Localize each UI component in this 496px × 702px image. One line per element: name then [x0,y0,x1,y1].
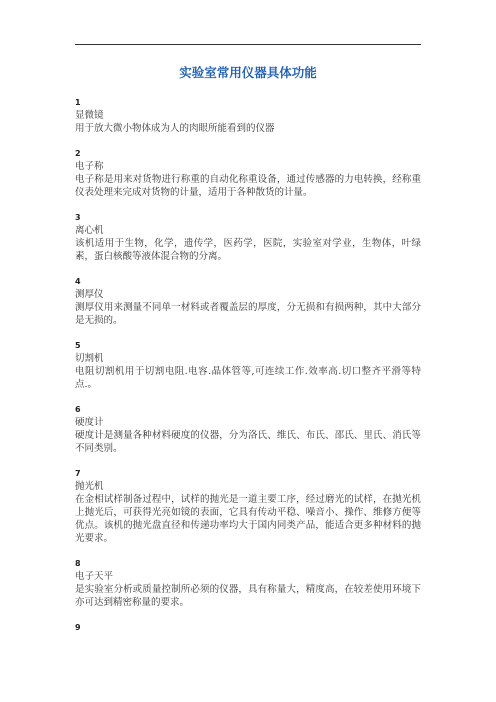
section-instrument-name: 电子称 [75,161,104,172]
section-instrument-name: 切割机 [75,353,104,364]
section-number: 1 [75,98,81,107]
section-item [75,96,421,135]
section-description: 是实验室分析或质量控制所必须的仪器，具有称量大，精度高，在较差使用环境下亦可达到精密称量的要求。 [75,584,421,608]
section-description: 用于放大微小物体成为人的肉眼所能看到的仪器 [75,123,275,134]
sections-list [75,96,421,646]
section-number: 3 [75,213,81,222]
header-rule [75,44,421,45]
section-description: 电阻切割机用于切割电阻.电容.晶体管等,可连续工作.效率高.切口整齐平滑等特点.。 [75,366,421,390]
section-item [75,557,421,609]
section-instrument-name: 显微镜 [75,110,104,121]
section-item [75,211,421,263]
section-instrument-name: 硬度计 [75,417,104,428]
section-number: 5 [75,341,81,350]
section-number: 8 [75,559,81,568]
section-instrument-name: 测厚仪 [75,289,104,300]
section-instrument-name: 电子天平 [75,571,114,582]
section-number: 6 [75,405,81,414]
section-description: 硬度计是测量各种材料硬度的仪器，分为洛氏、维氏、布氏、邵氏、里氏、消氏等不同类别。 [75,430,421,454]
section-number: 4 [75,277,81,286]
section-number: 2 [75,149,81,158]
section-item [75,621,421,634]
section-item [75,403,421,455]
section-description: 测厚仪用来测量不同单一材料或者覆盖层的厚度，分无损和有损两种，其中大部分是无损的。 [75,302,421,326]
section-description: 在金相试样制备过程中，试样的抛光是一道主要工序，经过磨光的试样，在抛光机上抛光后，可获得光亮如镜的表面，它具有传动平稳、噪音小、操作、维修方便等优点。该机的抛光盘直径和传递功率均大于国内同类产品，能适合更多种材料的抛光要求。 [75,494,421,544]
section-number: 7 [75,469,81,478]
section-description: 电子称是用来对货物进行称重的自动化称重设备，通过传感器的力电转换，经称重仪表处理来完成对货物的计量，适用于各种散货的计量。 [75,174,421,198]
section-instrument-name: 抛光机 [75,481,104,492]
section-instrument-name: 离心机 [75,225,104,236]
section-item [75,275,421,327]
document-title: 实验室常用仪器具体功能 [179,65,317,80]
section-number: 9 [75,623,81,632]
section-item [75,467,421,545]
section-description: 该机适用于生物，化学，遗传学，医药学，医院，实验室对学业，生物体，叶绿素，蛋白核酸等液体混合物的分离。 [75,238,421,262]
section-item [75,339,421,391]
section-item [75,147,421,199]
